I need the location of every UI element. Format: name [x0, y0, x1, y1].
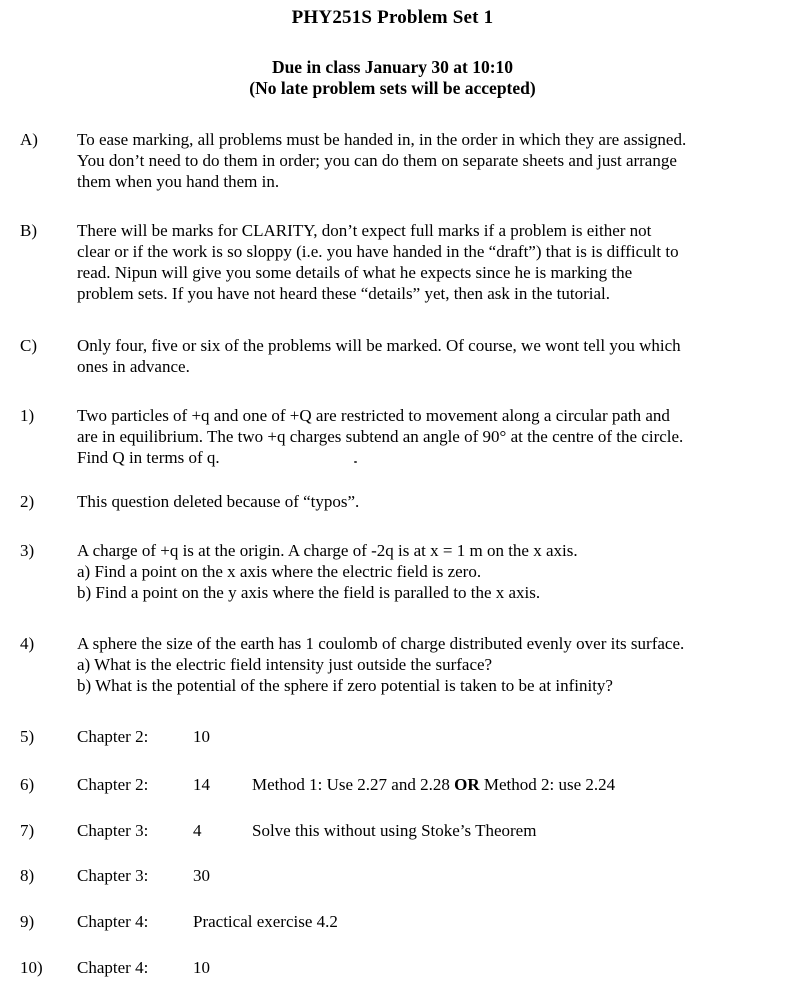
problem-8	[0, 865, 785, 886]
note-text-bold: OR	[454, 775, 480, 794]
item-text	[77, 129, 775, 192]
exercise-note: Solve this without using Stoke’s Theorem	[252, 821, 537, 840]
text-line: b) What is the potential of the sphere if zero potential is taken to be at infinity?	[77, 676, 613, 695]
exercise-description: Practical exercise 4.2	[193, 912, 338, 931]
chapter-exercise-row	[77, 726, 775, 747]
chapter-label: Chapter 3:	[77, 866, 149, 885]
text-line: Find Q in terms of q.	[77, 448, 220, 467]
page-title: PHY251S Problem Set 1	[291, 7, 494, 28]
item-label: 7)	[20, 821, 35, 840]
text-line: ones in advance.	[77, 357, 190, 376]
text-line: Two particles of +q and one of +Q are restricted to movement along a circular path and	[77, 406, 670, 425]
item-text	[77, 540, 775, 603]
exercise-number: 14	[193, 775, 210, 794]
item-text	[77, 633, 775, 696]
note-text: Method 1: Use 2.27 and 2.28	[252, 775, 455, 794]
text-line: Only four, five or six of the problems will be marked. Of course, we wont tell you which	[77, 336, 681, 355]
item-text	[77, 220, 775, 304]
exercise-note	[252, 774, 615, 795]
text-line: To ease marking, all problems must be handed in, in the order in which they are assigned.	[77, 130, 687, 149]
chapter-label: Chapter 4:	[77, 958, 149, 977]
instruction-c	[0, 335, 785, 377]
problem-6	[0, 774, 785, 795]
item-label: 9)	[20, 912, 35, 931]
text-line: a) What is the electric field intensity just outside the surface?	[77, 655, 493, 674]
item-label: 4)	[20, 634, 35, 653]
item-label: 1)	[20, 406, 35, 425]
exercise-number: 10	[193, 727, 210, 746]
item-label: C)	[20, 336, 37, 355]
problem-5	[0, 726, 785, 747]
scan-artifact-dot	[354, 461, 357, 463]
item-label: A)	[20, 130, 38, 149]
problem-7	[0, 820, 785, 841]
text-line: a) Find a point on the x axis where the electric field is zero.	[77, 562, 482, 581]
text-line: read. Nipun will give you some details of what he expects since he is marking the	[77, 263, 633, 282]
chapter-label: Chapter 4:	[77, 912, 149, 931]
problem-4	[0, 633, 785, 696]
text-line: A sphere the size of the earth has 1 coulomb of charge distributed evenly over its surface.	[77, 634, 685, 653]
item-label: 2)	[20, 492, 35, 511]
chapter-label: Chapter 2:	[77, 727, 149, 746]
text-line: are in equilibrium. The two +q charges subtend an angle of 90° at the centre of the circle.	[77, 427, 684, 446]
text-line: problem sets. If you have not heard these “details” yet, then ask in the tutorial.	[77, 284, 610, 303]
due-date-block	[0, 57, 785, 99]
chapter-exercise-row	[77, 911, 775, 932]
text-line: A charge of +q is at the origin. A charge of -2q is at x = 1 m on the x axis.	[77, 541, 578, 560]
text-line: clear or if the work is so sloppy (i.e. you have handed in the “draft”) that is is difficult to	[77, 242, 679, 261]
instruction-a	[0, 129, 785, 192]
chapter-exercise-row	[77, 820, 775, 841]
problem-3	[0, 540, 785, 603]
problem-2	[0, 491, 785, 512]
exercise-number: 4	[193, 821, 202, 840]
text-line: them when you hand them in.	[77, 172, 280, 191]
text-line: You don’t need to do them in order; you can do them on separate sheets and just arrange	[77, 151, 677, 170]
exercise-number: 10	[193, 958, 210, 977]
text-line: This question deleted because of “typos”.	[77, 492, 360, 511]
item-text	[77, 491, 775, 512]
chapter-label: Chapter 2:	[77, 775, 149, 794]
chapter-exercise-row	[77, 865, 775, 886]
text-line: There will be marks for CLARITY, don’t expect full marks if a problem is either not	[77, 221, 652, 240]
item-label: 5)	[20, 727, 35, 746]
chapter-exercise-row	[77, 774, 775, 795]
item-label: B)	[20, 221, 37, 240]
item-label: 8)	[20, 866, 35, 885]
item-text	[77, 335, 775, 377]
item-label: 3)	[20, 541, 35, 560]
item-label: 6)	[20, 775, 35, 794]
chapter-exercise-row	[77, 957, 775, 978]
problem-10	[0, 957, 785, 978]
instruction-b	[0, 220, 785, 304]
due-date-line: Due in class January 30 at 10:10	[271, 57, 514, 77]
chapter-label: Chapter 3:	[77, 821, 149, 840]
problem-9	[0, 911, 785, 932]
late-policy-line: (No late problem sets will be accepted)	[249, 78, 536, 98]
exercise-number: 30	[193, 866, 210, 885]
item-label: 10)	[20, 958, 43, 977]
item-text	[77, 405, 775, 468]
problem-1	[0, 405, 785, 468]
text-line: b) Find a point on the y axis where the field is paralled to the x axis.	[77, 583, 541, 602]
note-text: Method 2: use 2.24	[479, 775, 616, 794]
